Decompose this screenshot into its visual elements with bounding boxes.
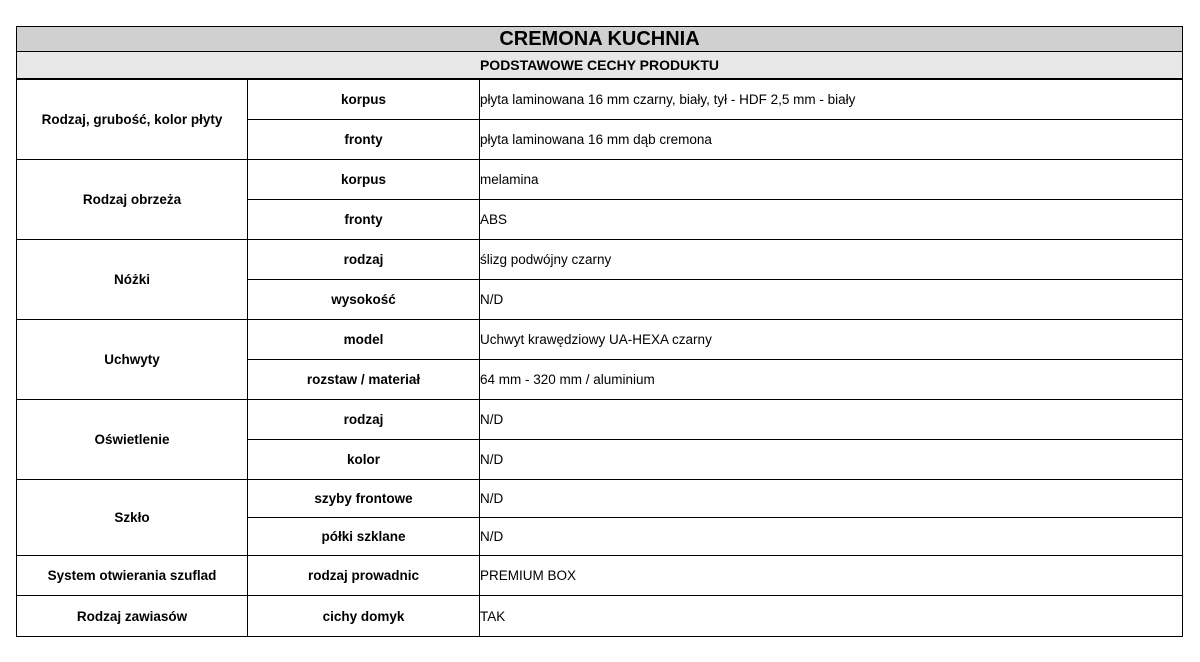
- attribute-cell: kolor: [248, 440, 480, 480]
- table-row: [17, 596, 1183, 637]
- category-cell: System otwierania szuflad: [17, 556, 248, 596]
- table-row: [17, 80, 1183, 120]
- attribute-cell: korpus: [248, 80, 480, 120]
- sheet-title: CREMONA KUCHNIA: [16, 26, 1183, 52]
- value-cell: N/D: [480, 400, 1183, 440]
- value-cell: melamina: [480, 160, 1183, 200]
- spec-table: [16, 79, 1183, 637]
- table-row: [17, 556, 1183, 596]
- value-cell: ABS: [480, 200, 1183, 240]
- category-cell: Rodzaj zawiasów: [17, 596, 248, 637]
- category-cell: Uchwyty: [17, 320, 248, 400]
- table-row: [17, 160, 1183, 200]
- attribute-cell: wysokość: [248, 280, 480, 320]
- category-cell: Szkło: [17, 480, 248, 556]
- attribute-cell: fronty: [248, 120, 480, 160]
- value-cell: PREMIUM BOX: [480, 556, 1183, 596]
- value-cell: Uchwyt krawędziowy UA-HEXA czarny: [480, 320, 1183, 360]
- attribute-cell: rodzaj: [248, 240, 480, 280]
- table-row: [17, 240, 1183, 280]
- sheet-subtitle: PODSTAWOWE CECHY PRODUKTU: [16, 52, 1183, 79]
- attribute-cell: fronty: [248, 200, 480, 240]
- category-cell: Nóżki: [17, 240, 248, 320]
- attribute-cell: rodzaj prowadnic: [248, 556, 480, 596]
- category-cell: Oświetlenie: [17, 400, 248, 480]
- attribute-cell: korpus: [248, 160, 480, 200]
- attribute-cell: cichy domyk: [248, 596, 480, 637]
- value-cell: płyta laminowana 16 mm dąb cremona: [480, 120, 1183, 160]
- value-cell: N/D: [480, 518, 1183, 556]
- category-cell: Rodzaj, grubość, kolor płyty: [17, 80, 248, 160]
- value-cell: N/D: [480, 440, 1183, 480]
- attribute-cell: model: [248, 320, 480, 360]
- attribute-cell: półki szklane: [248, 518, 480, 556]
- attribute-cell: rozstaw / materiał: [248, 360, 480, 400]
- value-cell: N/D: [480, 280, 1183, 320]
- value-cell: TAK: [480, 596, 1183, 637]
- attribute-cell: szyby frontowe: [248, 480, 480, 518]
- value-cell: 64 mm - 320 mm / aluminium: [480, 360, 1183, 400]
- value-cell: N/D: [480, 480, 1183, 518]
- category-cell: Rodzaj obrzeża: [17, 160, 248, 240]
- table-row: [17, 480, 1183, 518]
- attribute-cell: rodzaj: [248, 400, 480, 440]
- value-cell: płyta laminowana 16 mm czarny, biały, tył - HDF 2,5 mm - biały: [480, 80, 1183, 120]
- value-cell: ślizg podwójny czarny: [480, 240, 1183, 280]
- table-row: [17, 400, 1183, 440]
- table-row: [17, 320, 1183, 360]
- spec-sheet: [16, 26, 1183, 637]
